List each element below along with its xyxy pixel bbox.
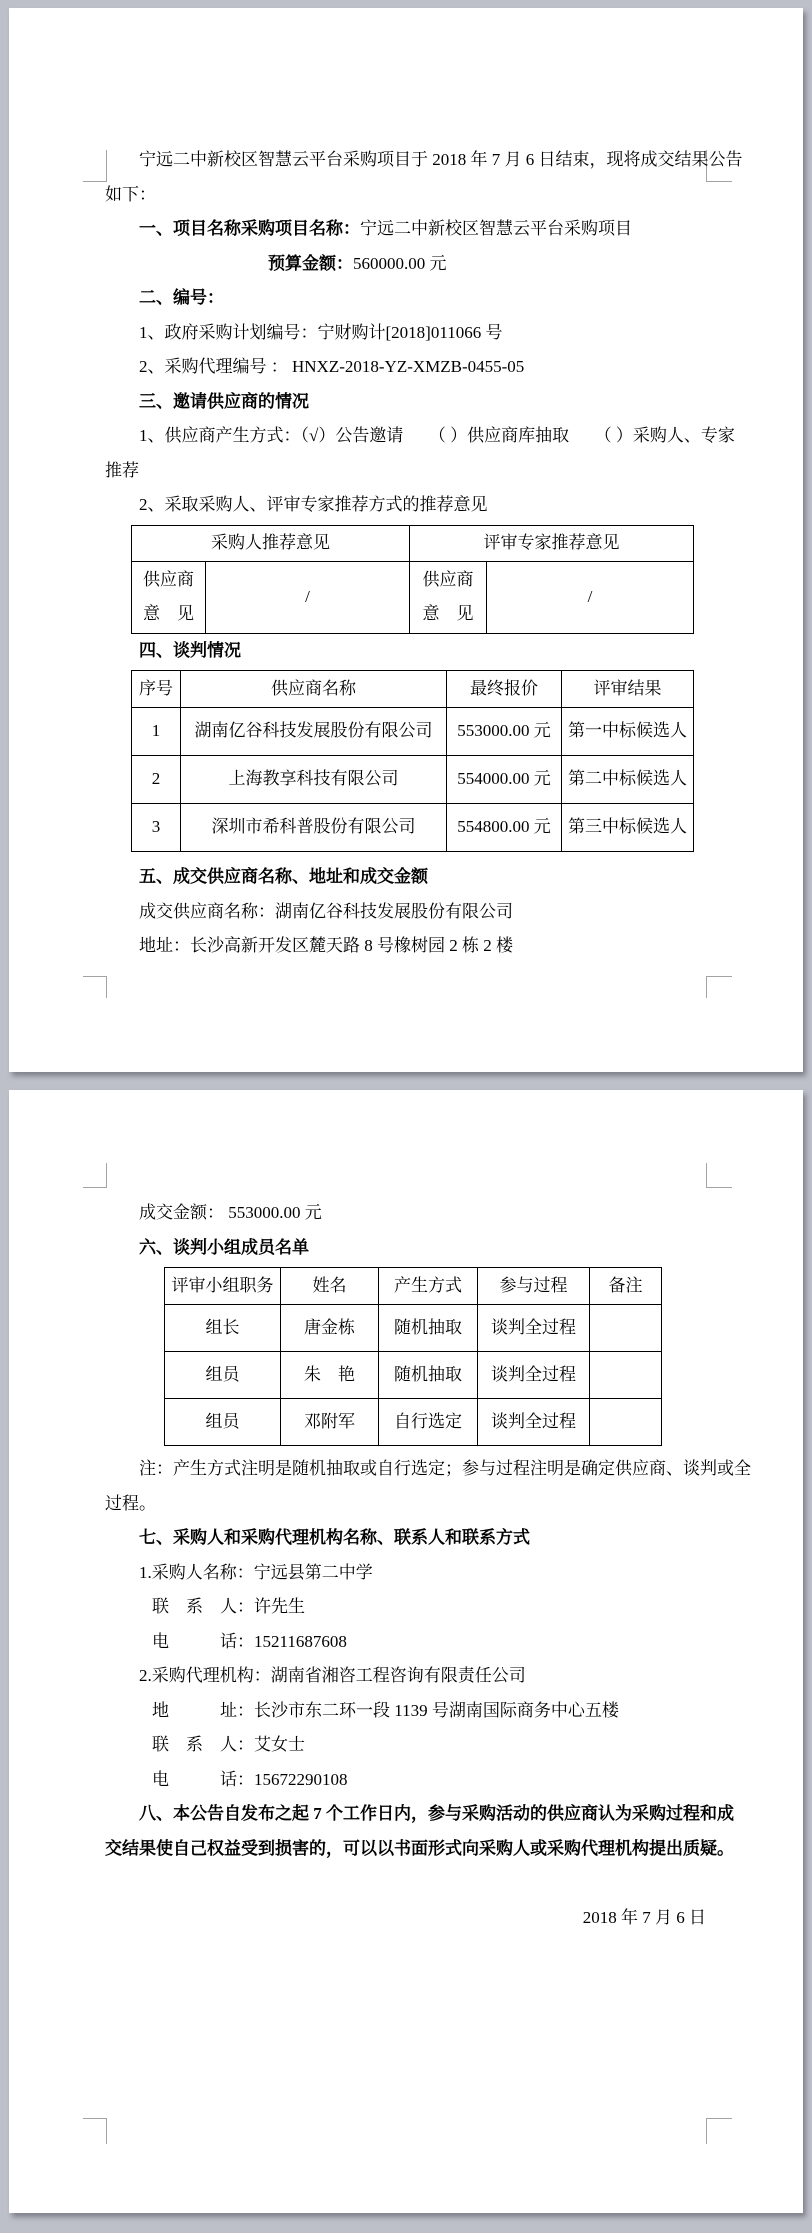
page-1-content — [105, 8, 745, 964]
table-row: 组员 邓附军 自行选定 谈判全过程 — [165, 1399, 662, 1446]
recommendation-table — [131, 525, 694, 634]
crop-mark-top-left-icon — [83, 150, 107, 182]
negotiation-table-header-row — [132, 671, 694, 708]
agency-phone-line: 电 话：15672290108 — [152, 1769, 348, 1789]
recommendation-table-body-row — [132, 561, 694, 633]
section-8-line-1: 八、本公告自发布之起 7 个工作日内，参与采购活动的供应商认为采购过程和成 — [139, 1804, 734, 1823]
buyer-opinion-value-cell: / — [206, 561, 410, 633]
buyer-phone-line: 电 话：15211687608 — [152, 1631, 347, 1651]
crop-mark-top-left-icon — [83, 1163, 107, 1188]
table-row: 2 上海教享科技有限公司 554000.00 元 第二中标候选人 — [132, 756, 694, 804]
budget-value: 560000.00 元 — [353, 253, 447, 273]
panel-member-table — [164, 1267, 662, 1446]
section-2-heading: 二、编号： — [139, 288, 224, 307]
project-name-value: 宁远二中新校区智慧云平台采购项目 — [360, 219, 632, 238]
agency-contact-line: 联 系 人：艾女士 — [152, 1735, 305, 1754]
section-6-heading: 六、谈判小组成员名单 — [139, 1237, 309, 1257]
section-8-line-2: 交结果使自己权益受到损害的，可以以书面形式向采购人或采购代理机构提出质疑。 — [105, 1838, 734, 1858]
intro-paragraph-line-2: 如下： — [105, 184, 156, 204]
recommendation-table-header-row — [132, 525, 694, 561]
header-cell-method: 产生方式 — [379, 1268, 478, 1305]
section-5-heading: 五、成交供应商名称、地址和成交金额 — [139, 867, 428, 886]
header-cell-seq: 序号 — [132, 671, 181, 708]
budget-line — [105, 247, 745, 282]
buyer-opinion-label-cell: 供应商 意 见 — [132, 561, 206, 633]
buyer-name-line: 1.采购人名称：宁远县第二中学 — [139, 1562, 373, 1582]
winner-name-line: 成交供应商名称：湖南亿谷科技发展股份有限公司 — [139, 901, 513, 921]
agency-name-line: 2.采购代理机构：湖南省湘咨工程咨询有限责任公司 — [139, 1666, 526, 1685]
page-2-content — [105, 1090, 751, 1935]
section-4-heading: 四、谈判情况 — [139, 640, 241, 660]
announcement-date: 2018 年 7 月 6 日 — [582, 1907, 706, 1927]
deal-amount-line: 成交金额： 553000.00 元 — [139, 1203, 322, 1222]
section-1-line — [105, 212, 745, 247]
negotiation-table — [131, 670, 694, 852]
header-cell-supplier: 供应商名称 — [181, 671, 447, 708]
table-row: 3 深圳市希科普股份有限公司 554800.00 元 第三中标候选人 — [132, 804, 694, 852]
buyer-recommendation-header-cell: 采购人推荐意见 — [132, 525, 410, 561]
crop-mark-bottom-right-icon — [706, 976, 732, 998]
table-row: 组长 唐金栋 随机抽取 谈判全过程 — [165, 1305, 662, 1352]
header-cell-remark: 备注 — [590, 1268, 662, 1305]
table-row: 1 湖南亿谷科技发展股份有限公司 553000.00 元 第一中标候选人 — [132, 708, 694, 756]
expert-opinion-value-cell: / — [487, 561, 694, 633]
intro-paragraph-line-1: 宁远二中新校区智慧云平台采购项目于 2018 年 7 月 6 日结束，现将成交结果公告 — [139, 150, 743, 169]
section-7-heading: 七、采购人和采购代理机构名称、联系人和联系方式 — [139, 1528, 530, 1547]
buyer-contact-line: 联 系 人：许先生 — [152, 1597, 305, 1616]
section-3-heading: 三、邀请供应商的情况 — [139, 391, 309, 411]
panel-table-header-row — [165, 1268, 662, 1305]
section-1-heading: 一、项目名称采购项目名称： — [139, 219, 360, 238]
page-1 — [9, 8, 803, 1072]
header-cell-result: 评审结果 — [562, 671, 694, 708]
winner-address-line: 地址：长沙高新开发区麓天路 8 号橡树园 2 栋 2 楼 — [139, 936, 513, 955]
table-row: 组员 朱 艳 随机抽取 谈判全过程 — [165, 1352, 662, 1399]
page-2 — [9, 1090, 803, 2213]
agency-number-line: 2、采购代理编号 ： HNXZ-2018-YZ-XMZB-0455-05 — [139, 357, 525, 376]
note-line-1: 注：产生方式注明是随机抽取或自行选定；参与过程注明是确定供应商、谈判或全 — [139, 1459, 751, 1478]
note-line-2: 过程。 — [105, 1493, 156, 1513]
supplier-method-line-2: 推荐 — [105, 460, 139, 480]
agency-address-line: 地 址：长沙市东二环一段 1139 号湖南国际商务中心五楼 — [152, 1700, 619, 1720]
recommendation-intro-line: 2、采取采购人、评审专家推荐方式的推荐意见 — [139, 495, 488, 514]
crop-mark-bottom-right-icon — [706, 2118, 732, 2144]
budget-label: 预算金额： — [268, 253, 353, 273]
expert-recommendation-header-cell: 评审专家推荐意见 — [410, 525, 694, 561]
supplier-method-line-1: 1、供应商产生方式：（√）公告邀请 （ ）供应商库抽取 （ ）采购人、专家 — [139, 426, 735, 445]
crop-mark-bottom-left-icon — [83, 976, 107, 998]
plan-number-line: 1、政府采购计划编号：宁财购计[2018]011066 号 — [139, 322, 503, 342]
header-cell-role: 评审小组职务 — [165, 1268, 281, 1305]
header-cell-name: 姓名 — [281, 1268, 379, 1305]
header-cell-process: 参与过程 — [478, 1268, 590, 1305]
header-cell-price: 最终报价 — [447, 671, 562, 708]
expert-opinion-label-cell: 供应商 意 见 — [410, 561, 487, 633]
crop-mark-bottom-left-icon — [83, 2118, 107, 2144]
